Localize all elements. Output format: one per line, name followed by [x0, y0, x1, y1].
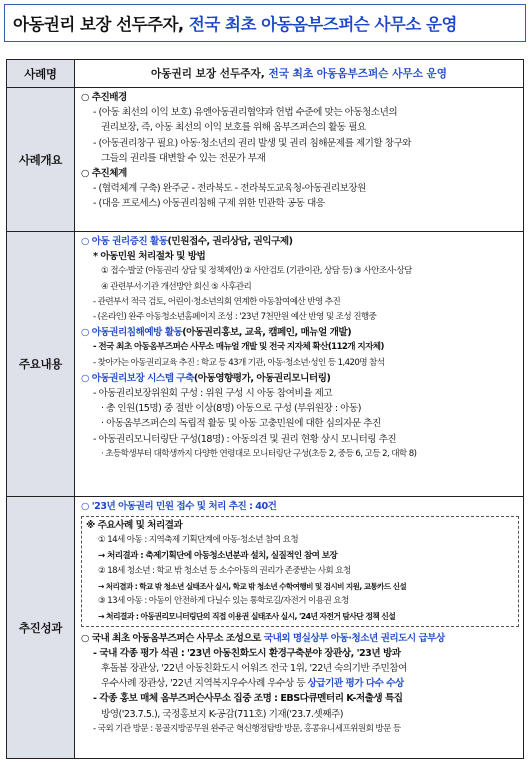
title-part1: 아동권리 보장 선두주자,: [13, 15, 184, 34]
section-title-highlight: ○ 아동권리보장 시스템 구축: [81, 372, 194, 384]
case-result: → 처리결과 : 학교 밖 청소년 실태조사 실시, 학교 밖 청소년 수학여행비 및 검시비 지원, 교통카드 신설: [98, 582, 407, 592]
results-line: 방영('23.7.5.), 국정홍보지 K-공감(711호) 기재('23.7.셋째주): [101, 708, 343, 720]
overview-row: [7, 88, 524, 232]
results-line: - 국외 기관 방문 : 몽골지방공무원 완주군 혁신행정탐방 방문, 홍콩유니세프위원회 방문 등: [93, 723, 401, 734]
overview-label: 사례개요: [7, 88, 75, 232]
main-line: - 전국 최초 아동옴부즈퍼슨 사무소 매뉴얼 개발 및 전국 지자체 확산(112개 지자체): [93, 342, 384, 353]
header-label: 사례명: [7, 60, 75, 88]
main-line: - (온라인) 완주 아동청소년홈페이지 조성 : '23년 7천만원 예산 반영 및 조성 진행중: [93, 312, 377, 323]
results-label: 추진성과: [7, 497, 75, 759]
case-request: ① 14세 아동 : 지역축제 기획단계에 아동·청소년 참여 요청: [98, 535, 299, 546]
overview-line: - (아동권리창구 필요) 아동·청소년의 권리 발생 및 권리 침해문제를 제기할 창구와: [93, 137, 412, 149]
results-line: 후돌봄 장관상, '22년 아동친화도시 어워즈 전국 1위, '22년 숙의기반 주민참여: [101, 663, 407, 675]
case-table: [6, 59, 524, 759]
results-title: [81, 631, 519, 646]
results-line: - 각종 홍보 매체 옴부즈퍼슨사무소 집중 조명 : EBS다큐멘터리 K-저출생 특집: [93, 693, 403, 705]
results-title-part: ○ 국내 최초 아동옴부즈퍼슨 사무소 조성으로: [81, 632, 264, 644]
case-name-part2: 전국 최초 아동옴부즈퍼슨 사무소 운영: [264, 68, 447, 80]
section-title: [81, 325, 519, 340]
main-content: [75, 232, 524, 497]
main-row: [7, 232, 524, 497]
case-name-part1: 아동권리 보장 선두주자,: [151, 68, 265, 80]
case-request: ③ 13세 아동 : 아동이 안전하게 다닐수 있는 통학로길/자전거 이용권 요청: [98, 596, 349, 607]
section-title-rest: (민원접수, 권리상담, 권익구제): [167, 236, 293, 247]
main-line: - 아동권리모니터링단 구성(18명) : 아동의견 및 권리 현황 상시 모니터링 추진: [93, 433, 397, 445]
main-line: · 아동옴부즈퍼슨의 독립적 활동 및 아동 고충민원에 대한 심의자문 추진: [101, 418, 381, 430]
overview-content: [75, 88, 524, 232]
results-line-highlight: 상급기관 평가 다수 수상: [307, 678, 404, 690]
overview-line: ○ 추진체계: [81, 168, 127, 180]
case-result: → 처리결과 : 아동권리모니터링단의 직접 이용권 실태조사 실시, '24년 자전거 탐사단 정책 신설: [98, 612, 396, 622]
results-content: [75, 497, 524, 759]
overview-line: - (대응 프로세스) 아동권리침해 구제 위한 민관학 공동 대응: [93, 198, 325, 210]
overview-line: ○ 추진배경: [81, 92, 127, 103]
document-title-box: [4, 4, 526, 42]
main-line: - 찾아가는 아동권리교육 추진 : 학교 등 43개 기관, 아동·청소년·성인 등 1,420명 참석: [93, 357, 385, 368]
section-title: [81, 371, 519, 386]
results-title-highlight: 국내외 명실상부 아동·청소년 권리도시 급부상: [263, 632, 445, 644]
overview-line: - (협력체계 구축) 완주군 - 전라북도 - 전라북도교육청-아동권리보장원: [93, 183, 366, 195]
procedure-heading: * 아동민원 처리절차 및 방법: [93, 251, 206, 263]
results-line: [81, 646, 519, 661]
procedure-steps: ① 접수·발굴 (아동권리 상담 및 정책제안) ② 사안검토 (기관이관, 상담 등) ③ 사안조사·상담: [101, 266, 412, 277]
results-line: [81, 676, 519, 691]
case-examples-heading: ※ 주요사례 및 처리결과: [86, 520, 183, 532]
overview-line: - (아동 최선의 이익 보호) 유엔아동권리협약과 헌법 수준에 맞는 아동청소년의: [93, 107, 398, 119]
results-title: ○ '23년 아동권리 민원 접수 및 처리 추진 : 40건: [81, 501, 277, 512]
document-title: [13, 11, 457, 35]
main-line: - 관련부서 적극 검토, 어린이·청소년의회 연계한 아동참여예산 반영 추진: [93, 296, 341, 307]
overview-line: 권리보장, 즉, 아동 최선의 이익 보호를 위해 옴부즈퍼슨의 활동 필요: [101, 122, 366, 134]
procedure-steps: ④ 관련부서·기관 개선방안 회신 ⑤ 사후관리: [101, 281, 252, 292]
case-request: ② 18세 청소년 : 학교 밖 청소년 등 소수아동의 권리가 존중받는 사회 요청: [98, 565, 351, 576]
section-title-highlight: ○ 아동권리침해예방 활동: [81, 327, 183, 339]
section-title: [81, 234, 519, 249]
overview-line: 그들의 권리를 대변할 수 있는 전문가 부재: [101, 152, 266, 164]
title-part2: 전국 최초 아동옴부즈퍼슨 사무소 운영: [183, 15, 457, 34]
main-label: 주요내용: [7, 232, 75, 497]
main-line: - 아동권리보장위원회 구성 : 위원 구성 시 아동 참여비율 제고: [93, 388, 333, 400]
case-examples-box: [81, 516, 519, 626]
section-title-highlight: ○ 아동 권리증진 활동: [81, 236, 168, 247]
section-title-rest: (아동영향평가, 아동권리모니터링): [193, 372, 331, 384]
section-title-rest: (아동권리홍보, 교육, 캠페인, 매뉴얼 개발): [182, 327, 352, 339]
main-line: · 초등학생부터 대학생까지 다양한 연령대로 모니터링단 구성(초등 2, 중등 6, 고등 2, 대학 8): [101, 448, 417, 459]
header-row: [7, 60, 524, 88]
results-line-text: 우수사례 장관상, '22년 지역복지우수사례 우수상 등: [101, 678, 308, 690]
results-line-text: - 국내 각종 평가 석권 : '23년 아동친화도시 환경구축분야 장관상, '23년 방과: [93, 647, 401, 659]
main-line: · 총 인원(15명) 중 절반 이상(8명) 아동으로 구성 (부위원장 : 아동): [101, 403, 361, 415]
case-name: [75, 60, 524, 88]
results-row: [7, 497, 524, 759]
case-result: → 처리결과 : 축제기획단에 아동청소년분과 설치, 실질적인 참여 보장: [98, 550, 338, 561]
